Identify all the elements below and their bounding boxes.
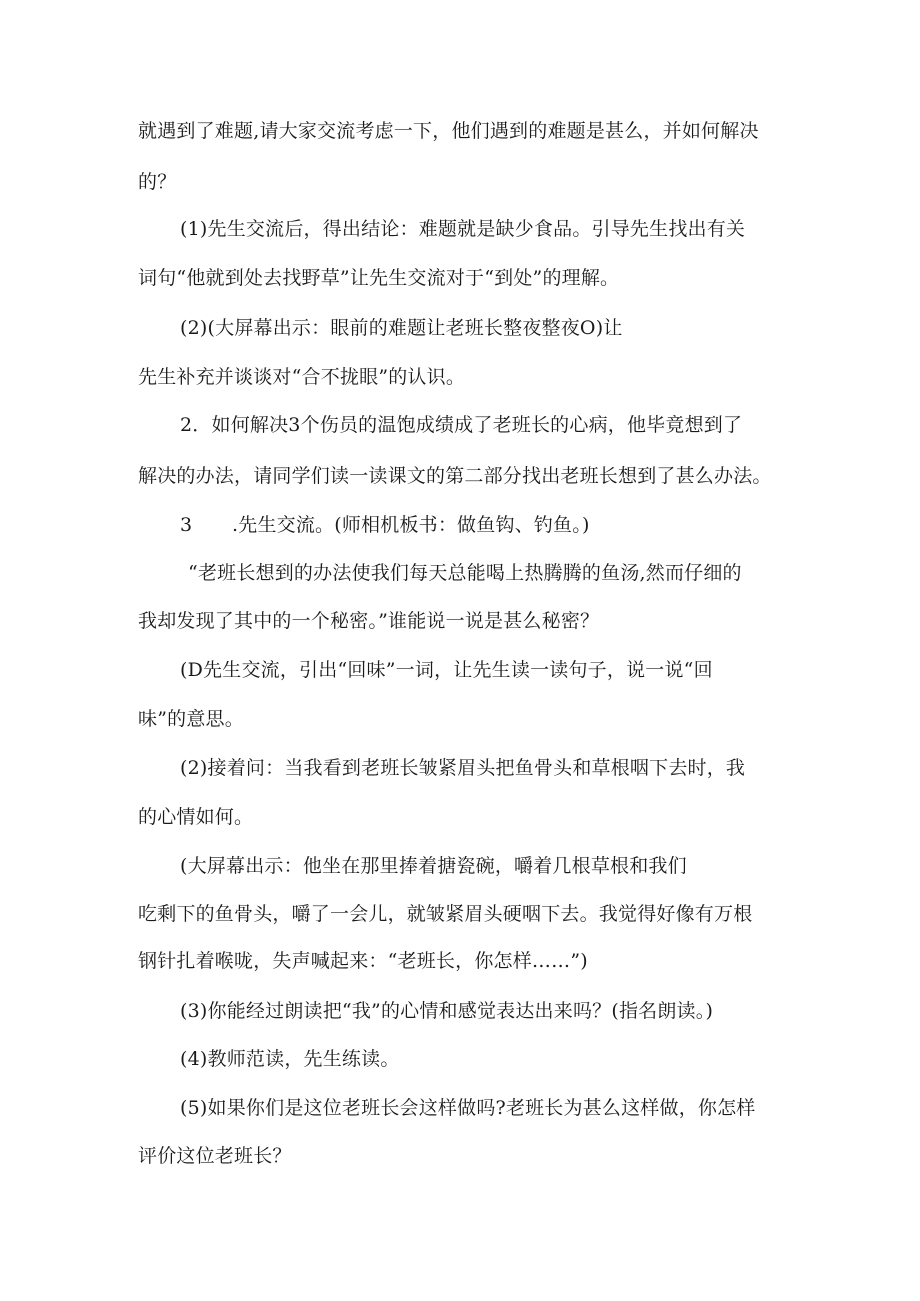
text-line: 2．如何解决3个伤员的温饱成绩成了老班长的心病，他毕竟想到了 bbox=[180, 414, 743, 436]
text-line: 评价这位老班长？ bbox=[138, 1145, 292, 1167]
text-line: (4)教师范读，先生练读。 bbox=[180, 1048, 400, 1070]
text-line: 就遇到了难题,请大家交流考虑一下，他们遇到的难题是甚么，并如何解决 bbox=[138, 120, 759, 142]
text-line: (2)(大屏幕出示：眼前的难题让老班长整夜整夜O)让 bbox=[180, 317, 623, 339]
text-line: (5)如果你们是这位老班长会这样做吗?老班长为甚么这样做，你怎样 bbox=[180, 1097, 756, 1119]
list-number: 3 bbox=[180, 514, 193, 536]
text-line: 的？ bbox=[138, 171, 177, 193]
text-line: (1)先生交流后，得出结论：难题就是缺少食品。引导先生找出有关 bbox=[180, 218, 746, 240]
text-line: 先生补充并谈谈对“合不拢眼”的认识。 bbox=[138, 366, 466, 388]
text-line: 吃剩下的鱼骨头，嚼了一会儿，就皱紧眉头硬咽下去。我觉得好像有万根 bbox=[138, 903, 753, 925]
text-line: 味”的意思。 bbox=[138, 708, 244, 730]
text-line: “老班长想到的办法使我们每天总能喝上热腾腾的鱼汤,然而仔细的 bbox=[188, 562, 742, 584]
text-line: 钢针扎着喉咙，失声喊起来：“老班长，你怎样……”) bbox=[138, 950, 588, 972]
text-line: .先生交流。(师相机板书：做鱼钩、钓鱼。) bbox=[232, 514, 590, 536]
text-line: 的心情如何。 bbox=[138, 806, 254, 828]
text-line: 词句“他就到处去找野草”让先生交流对于“到处”的理解。 bbox=[138, 267, 620, 289]
text-line: 我却发现了其中的一个秘密。”谁能说一说是甚么秘密？ bbox=[138, 610, 600, 632]
text-line: (2)接着问：当我看到老班长皱紧眉头把鱼骨头和草根咽下去时，我 bbox=[180, 757, 746, 779]
text-line: (3)你能经过朗读把“我”的心情和感觉表达出来吗？(指名朗读。) bbox=[180, 1000, 714, 1022]
text-line: 解决的办法，请同学们读一读课文的第二部分找出老班长想到了甚么办法。 bbox=[138, 465, 772, 487]
text-line: (大屏幕出示：他坐在那里捧着搪瓷碗，嚼着几根草根和我们 bbox=[180, 855, 687, 877]
text-line: (D先生交流，引出“回味”一词，让先生读一读句子，说一说“回 bbox=[180, 659, 713, 681]
